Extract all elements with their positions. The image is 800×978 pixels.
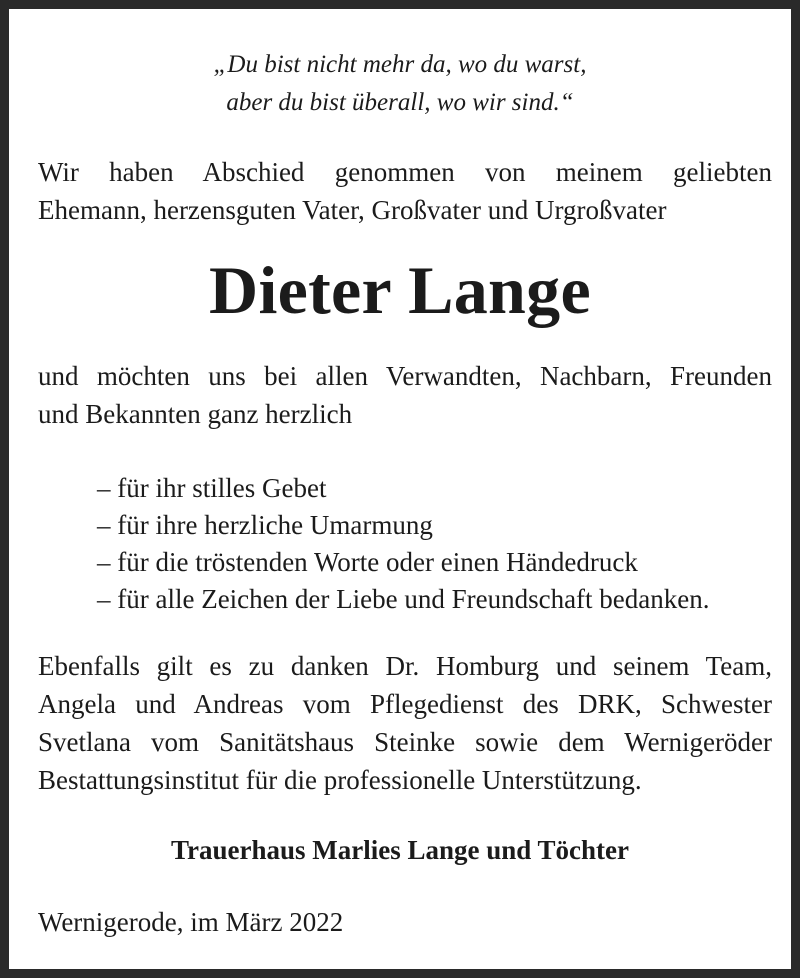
thanks-list-item: – für ihre herzliche Umarmung (97, 510, 433, 540)
additional-thanks-line-4: Bestattungsinstitut für die professionelle Unterstützung. (38, 765, 642, 795)
thanks-list-item: – für ihr stilles Gebet (97, 473, 327, 503)
thanks-list-item: – für die tröstenden Worte oder einen Händedruck (97, 547, 638, 577)
quote-line-2: aber du bist überall, wo wir sind.“ (226, 89, 574, 116)
thanks-intro-line-2: und Bekannten ganz herzlich (38, 399, 353, 429)
additional-thanks-paragraph (38, 647, 772, 799)
intro-line-2: Ehemann, herzensguten Vater, Großvater und Urgroßvater (38, 195, 667, 225)
thanks-intro-line-1: und möchten uns bei allen Verwandten, Nachbarn, Freunden (38, 361, 772, 391)
intro-line-1: Wir haben Abschied genommen von meinem geliebten (38, 157, 772, 187)
intro-paragraph (38, 153, 772, 229)
additional-thanks-line-2: Angela und Andreas vom Pflegedienst des DRK, Schwester (38, 689, 772, 719)
memorial-quote (9, 46, 791, 122)
signature: Trauerhaus Marlies Lange und Töchter (170, 835, 629, 865)
quote-line-1: „Du bist nicht mehr da, wo du warst, (213, 51, 587, 78)
additional-thanks-line-1: Ebenfalls gilt es zu danken Dr. Homburg und seinem Team, (38, 651, 772, 681)
deceased-name: Dieter Lange (209, 252, 591, 328)
thanks-list-item: – für alle Zeichen der Liebe und Freundschaft bedanken. (97, 584, 710, 614)
additional-thanks-line-3: Svetlana vom Sanitätshaus Steinke sowie dem Wernigeröder (38, 727, 772, 757)
place-date: Wernigerode, im März 2022 (38, 907, 344, 937)
thanks-list (97, 470, 787, 618)
thanks-intro-paragraph (38, 357, 772, 433)
